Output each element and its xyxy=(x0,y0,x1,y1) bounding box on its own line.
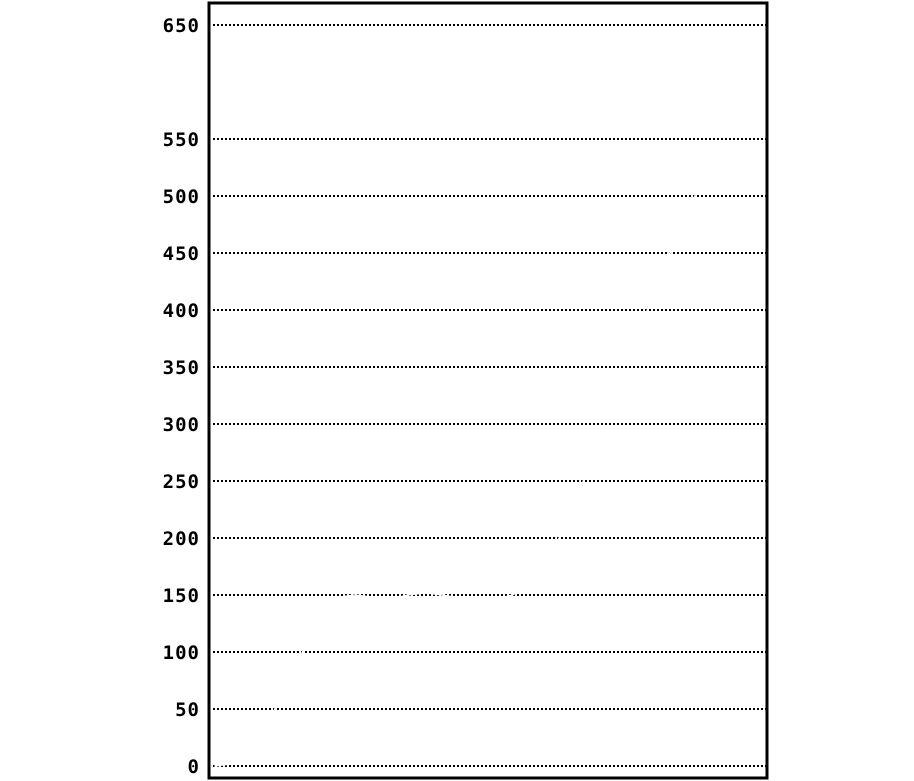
series-point-series-1-9 xyxy=(372,597,374,599)
y-tick-label-500: 500 xyxy=(162,186,200,208)
series-point-series-1-17 xyxy=(512,594,514,596)
series-point-series-1-25 xyxy=(652,298,654,300)
y-tick-label-100: 100 xyxy=(162,642,200,664)
series-point-series-1-7 xyxy=(337,597,339,599)
series-point-series-1-4 xyxy=(284,685,286,687)
y-tick-label-650: 650 xyxy=(162,15,200,37)
series-line-series-1 xyxy=(215,93,740,766)
series-point-series-1-29 xyxy=(722,133,724,135)
series-point-series-1-15 xyxy=(477,600,479,602)
series-point-series-1-27 xyxy=(687,212,689,214)
series-point-series-1-23 xyxy=(617,383,619,385)
y-tick-label-200: 200 xyxy=(162,528,200,550)
grid-lines xyxy=(213,25,766,766)
series-point-series-1-22 xyxy=(599,435,601,437)
series-point-series-1-24 xyxy=(634,338,636,340)
series-point-series-1-1 xyxy=(232,763,234,765)
y-tick-label-150: 150 xyxy=(162,585,200,607)
series-point-series-1-18 xyxy=(529,583,531,585)
plot-frame xyxy=(209,3,767,778)
series-point-series-1-20 xyxy=(564,526,566,528)
y-tick-label-450: 450 xyxy=(162,243,200,265)
series-point-series-1-26 xyxy=(669,252,671,254)
series-point-series-1-13 xyxy=(442,594,444,596)
series-point-series-1-2 xyxy=(249,754,251,756)
series-point-series-1-14 xyxy=(459,598,461,600)
y-axis-tick-labels xyxy=(163,15,200,778)
series-point-series-1-28 xyxy=(704,172,706,174)
series-point-series-1-12 xyxy=(424,592,426,594)
y-tick-label-0: 0 xyxy=(187,756,200,778)
y-tick-label-350: 350 xyxy=(162,357,200,379)
series-point-series-1-6 xyxy=(319,623,321,625)
series-point-series-1-5 xyxy=(302,651,304,653)
series-point-series-1-10 xyxy=(389,599,391,601)
series-point-series-1-3 xyxy=(267,725,269,727)
series-point-series-1-19 xyxy=(547,560,549,562)
series-lines xyxy=(214,93,741,767)
y-tick-label-300: 300 xyxy=(162,414,200,436)
y-tick-label-50: 50 xyxy=(175,699,200,721)
y-tick-label-550: 550 xyxy=(162,129,200,151)
series-point-series-1-21 xyxy=(582,483,584,485)
y-tick-label-250: 250 xyxy=(162,471,200,493)
series-point-series-1-16 xyxy=(494,599,496,601)
series-point-series-1-30 xyxy=(739,93,741,95)
y-tick-label-400: 400 xyxy=(162,300,200,322)
series-point-series-1-8 xyxy=(354,594,356,596)
series-point-series-1-0 xyxy=(214,765,216,767)
series-point-series-1-11 xyxy=(407,594,409,596)
